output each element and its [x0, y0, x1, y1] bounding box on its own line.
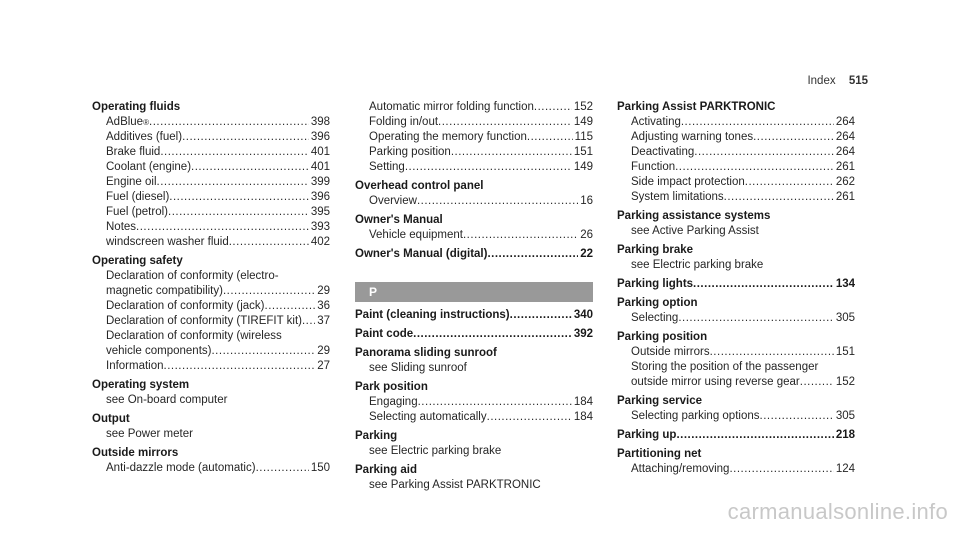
index-entry [355, 346, 593, 361]
dot-leader [191, 160, 309, 175]
dot-leader [136, 220, 309, 235]
dot-leader [760, 409, 834, 424]
dot-leader [405, 160, 572, 175]
index-subentry [92, 329, 330, 344]
entry-label: Parking Assist PARKTRONIC [617, 101, 776, 113]
index-entry [355, 429, 593, 444]
dot-leader [438, 115, 572, 130]
page-ref[interactable]: 396 [310, 191, 330, 203]
dot-leader [800, 375, 834, 390]
dot-leader [149, 115, 309, 130]
entry-label: vehicle components) [106, 345, 212, 357]
index-subentry[interactable] [617, 345, 855, 360]
entry-label: Selecting automatically [369, 411, 487, 423]
index-subentry [617, 258, 855, 273]
page-ref[interactable]: 124 [835, 463, 855, 475]
entry-label: Automatic mirror folding function [369, 101, 534, 113]
entry-label: Park position [355, 381, 428, 393]
index-subentry[interactable] [92, 284, 330, 299]
dot-leader [256, 461, 309, 476]
index-entry[interactable] [617, 428, 855, 443]
page-ref[interactable]: 340 [573, 309, 593, 321]
entry-label: Operating the memory function [369, 131, 527, 143]
page-ref[interactable]: 152 [835, 376, 855, 388]
entry-label: Parking lights [617, 278, 694, 290]
dot-leader [211, 344, 315, 359]
index-subentry[interactable] [92, 145, 330, 160]
index-column-2 [355, 100, 593, 493]
index-subentry[interactable] [92, 299, 330, 314]
page-ref[interactable]: 399 [310, 176, 330, 188]
dot-leader [157, 175, 309, 190]
page-ref[interactable]: 26 [580, 229, 593, 241]
entry-label: see Active Parking Assist [631, 225, 759, 237]
page-ref[interactable]: 264 [835, 131, 855, 143]
index-subentry[interactable] [617, 311, 855, 326]
entry-label: Outside mirrors [631, 346, 710, 358]
entry-label: see Parking Assist PARKTRONIC [369, 479, 541, 491]
page-ref[interactable]: 149 [573, 161, 593, 173]
page-ref[interactable]: 16 [580, 195, 593, 207]
entry-label: Function [631, 161, 676, 173]
page-ref[interactable]: 115 [574, 131, 593, 143]
dot-leader [229, 235, 309, 250]
entry-label: see Electric parking brake [631, 259, 764, 271]
index-subentry [92, 427, 330, 442]
index-subentry [617, 224, 855, 239]
index-subentry[interactable] [617, 409, 855, 424]
dot-leader [463, 228, 578, 243]
page-ref[interactable]: 396 [310, 131, 330, 143]
page-ref[interactable]: 22 [580, 248, 593, 260]
entry-label: Brake fluid [106, 146, 161, 158]
dot-leader [182, 130, 309, 145]
index-column-3 [617, 100, 855, 477]
dot-leader [418, 395, 572, 410]
page-ref[interactable]: 152 [573, 101, 593, 113]
entry-label: Parking service [617, 395, 703, 407]
page-ref[interactable]: 305 [835, 312, 855, 324]
entry-label: Selecting parking options [631, 410, 760, 422]
page-number: 515 [848, 75, 868, 87]
page-header [807, 75, 868, 87]
dot-leader [694, 145, 834, 160]
entry-label: Overhead control panel [355, 180, 484, 192]
dot-leader [745, 175, 834, 190]
index-subentry[interactable] [617, 190, 855, 205]
dot-leader [164, 359, 316, 374]
index-entry [617, 100, 855, 115]
index-subentry[interactable] [92, 235, 330, 250]
index-subentry[interactable] [92, 130, 330, 145]
index-entry[interactable] [355, 327, 593, 342]
index-subentry [92, 269, 330, 284]
entry-label: Operating fluids [92, 101, 181, 113]
dot-leader [678, 311, 834, 326]
index-subentry[interactable] [617, 130, 855, 145]
entry-label: Paint (cleaning instructions) [355, 309, 510, 321]
dot-leader [168, 205, 309, 220]
entry-label: Outside mirrors [92, 447, 179, 459]
entry-label: Attaching/removing [631, 463, 730, 475]
dot-leader [693, 277, 834, 292]
index-subentry[interactable] [617, 115, 855, 130]
dot-leader [675, 160, 834, 175]
dot-leader [302, 314, 315, 329]
index-subentry[interactable] [617, 462, 855, 477]
dot-leader [160, 145, 308, 160]
page-ref[interactable]: 401 [310, 161, 330, 173]
index-subentry[interactable] [617, 175, 855, 190]
index-subentry[interactable] [355, 100, 593, 115]
page-ref[interactable]: 149 [573, 116, 593, 128]
page-ref[interactable]: 264 [835, 146, 855, 158]
dot-leader [487, 410, 572, 425]
entry-label: Panorama sliding sunroof [355, 347, 497, 359]
index-subentry[interactable] [355, 130, 593, 145]
entry-label: Additives (fuel) [106, 131, 183, 143]
index-subentry[interactable] [92, 190, 330, 205]
index-subentry[interactable] [92, 461, 330, 476]
dot-leader [451, 145, 572, 160]
entry-label: Overview [369, 195, 417, 207]
page-ref[interactable]: 37 [317, 315, 330, 327]
index-entry [355, 179, 593, 194]
entry-label: Setting [369, 161, 405, 173]
entry-label: see Power meter [106, 428, 193, 440]
page-ref[interactable]: 218 [835, 429, 855, 441]
dot-leader [417, 194, 578, 209]
entry-label: Coolant (engine) [106, 161, 192, 173]
index-entry [92, 412, 330, 427]
entry-label: see Sliding sunroof [369, 362, 467, 374]
page-ref[interactable]: 151 [835, 346, 855, 358]
dot-leader [413, 327, 572, 342]
index-entry [617, 330, 855, 345]
index-entry [355, 463, 593, 478]
entry-label: Operating system [92, 379, 190, 391]
index-subentry[interactable] [355, 160, 593, 175]
index-subentry[interactable] [92, 205, 330, 220]
entry-label: Declaration of conformity (electro- [106, 270, 279, 282]
dot-leader [534, 100, 572, 115]
entry-label: Operating safety [92, 255, 183, 267]
entry-label: Deactivating [631, 146, 695, 158]
dot-leader [681, 115, 834, 130]
entry-label: see On-board computer [106, 394, 228, 406]
entry-label: Parking option [617, 297, 698, 309]
index-subentry[interactable] [617, 375, 855, 390]
index-entry[interactable] [355, 308, 593, 323]
dot-leader [676, 428, 833, 443]
index-subentry[interactable] [355, 145, 593, 160]
dot-leader [729, 462, 833, 477]
entry-label: Adjusting warning tones [631, 131, 754, 143]
index-subentry [355, 361, 593, 376]
index-entry [355, 213, 593, 228]
dot-leader [223, 284, 315, 299]
page-ref[interactable]: 401 [310, 146, 330, 158]
page-ref[interactable]: 395 [310, 206, 330, 218]
index-entry [617, 209, 855, 224]
entry-label: Engaging [369, 396, 418, 408]
page-ref[interactable]: 393 [310, 221, 330, 233]
index-subentry[interactable] [617, 145, 855, 160]
index-entry [92, 254, 330, 269]
entry-label: Parking position [369, 146, 451, 158]
index-entry [617, 243, 855, 258]
entry-label: Fuel (diesel) [106, 191, 170, 203]
dot-leader [265, 299, 316, 314]
entry-label: Declaration of conformity (jack) [106, 300, 265, 312]
entry-label: windscreen washer fluid [106, 236, 229, 248]
entry-label: Information [106, 360, 164, 372]
entry-label: Activating [631, 116, 681, 128]
index-subentry[interactable] [92, 160, 330, 175]
entry-label: Declaration of conformity (TIREFIT kit) [106, 315, 302, 327]
entry-label: Side impact protection [631, 176, 745, 188]
index-entry [92, 100, 330, 115]
index-subentry[interactable] [92, 220, 330, 235]
page-ref[interactable]: 151 [573, 146, 593, 158]
dot-leader [753, 130, 834, 145]
index-entry [92, 378, 330, 393]
entry-label: Engine oil [106, 176, 157, 188]
index-entry [617, 394, 855, 409]
page-ref[interactable]: 29 [317, 285, 330, 297]
entry-label: Owner's Manual [355, 214, 443, 226]
letter-divider: P [355, 282, 593, 302]
index-subentry[interactable] [92, 175, 330, 190]
page-ref[interactable]: 27 [317, 360, 330, 372]
entry-label: Storing the position of the passenger [631, 361, 819, 373]
entry-label: Output [92, 413, 130, 425]
index-entry[interactable] [355, 247, 593, 262]
entry-label: Parking brake [617, 244, 694, 256]
index-subentry[interactable] [355, 228, 593, 243]
page-ref[interactable]: 305 [835, 410, 855, 422]
entry-label: Declaration of conformity (wireless [106, 330, 282, 342]
index-entry [92, 446, 330, 461]
page-ref[interactable]: 150 [310, 462, 330, 474]
page-ref[interactable]: 392 [573, 328, 593, 340]
index-subentry[interactable] [92, 359, 330, 374]
entry-label: magnetic compatibility) [106, 285, 223, 297]
index-subentry[interactable] [92, 314, 330, 329]
page-ref[interactable]: 264 [835, 116, 855, 128]
entry-label: Fuel (petrol) [106, 206, 168, 218]
entry-label: Parking [355, 430, 398, 442]
index-column-1 [92, 100, 330, 476]
index-entry [355, 380, 593, 395]
entry-label: Partitioning net [617, 448, 702, 460]
entry-label: System limitations [631, 191, 724, 203]
index-subentry[interactable] [355, 194, 593, 209]
page-ref[interactable]: 184 [573, 411, 593, 423]
index-subentry[interactable] [617, 160, 855, 175]
entry-label: see Electric parking brake [369, 445, 502, 457]
page-ref[interactable]: 402 [310, 236, 330, 248]
index-subentry[interactable] [355, 410, 593, 425]
dot-leader [169, 190, 309, 205]
index-subentry [92, 393, 330, 408]
entry-label: Vehicle equipment [369, 229, 463, 241]
page-ref[interactable]: 261 [835, 161, 855, 173]
watermark: carmanualsonline.info [727, 499, 948, 524]
entry-label: Parking up [617, 429, 677, 441]
index-subentry [617, 360, 855, 375]
page-ref[interactable]: 134 [835, 278, 855, 290]
index-subentry[interactable] [355, 115, 593, 130]
index-entry [617, 447, 855, 462]
dot-leader [527, 130, 573, 145]
index-entry [617, 296, 855, 311]
index-subentry[interactable]: AdBlue ® ..... 398 [92, 115, 330, 130]
entry-label: Paint code [355, 328, 414, 340]
entry-label: outside mirror using reverse gear [631, 376, 800, 388]
dot-leader [510, 308, 572, 323]
page-ref[interactable]: 262 [835, 176, 855, 188]
page-ref[interactable]: 184 [573, 396, 593, 408]
entry-label: Notes [106, 221, 137, 233]
index-subentry [355, 478, 593, 493]
dot-leader [710, 345, 834, 360]
index-subentry [355, 444, 593, 459]
entry-label: Folding in/out [369, 116, 439, 128]
page-ref[interactable]: 261 [835, 191, 855, 203]
entry-label: Parking assistance systems [617, 210, 771, 222]
dot-leader [724, 190, 834, 205]
index-subentry[interactable] [355, 395, 593, 410]
dot-leader [487, 247, 578, 262]
section-label: Index [807, 75, 836, 87]
index-subentry[interactable] [92, 344, 330, 359]
page-ref[interactable]: 29 [317, 345, 330, 357]
entry-label: Selecting [631, 312, 679, 324]
entry-label: Parking aid [355, 464, 417, 476]
entry-label: Owner's Manual (digital) [355, 248, 488, 260]
page-ref[interactable]: 36 [317, 300, 330, 312]
entry-label: AdBlue [106, 116, 144, 128]
page-ref[interactable]: 398 [310, 116, 330, 128]
index-entry[interactable] [617, 277, 855, 292]
entry-label: Anti-dazzle mode (automatic) [106, 462, 256, 474]
entry-label: Parking position [617, 331, 708, 343]
